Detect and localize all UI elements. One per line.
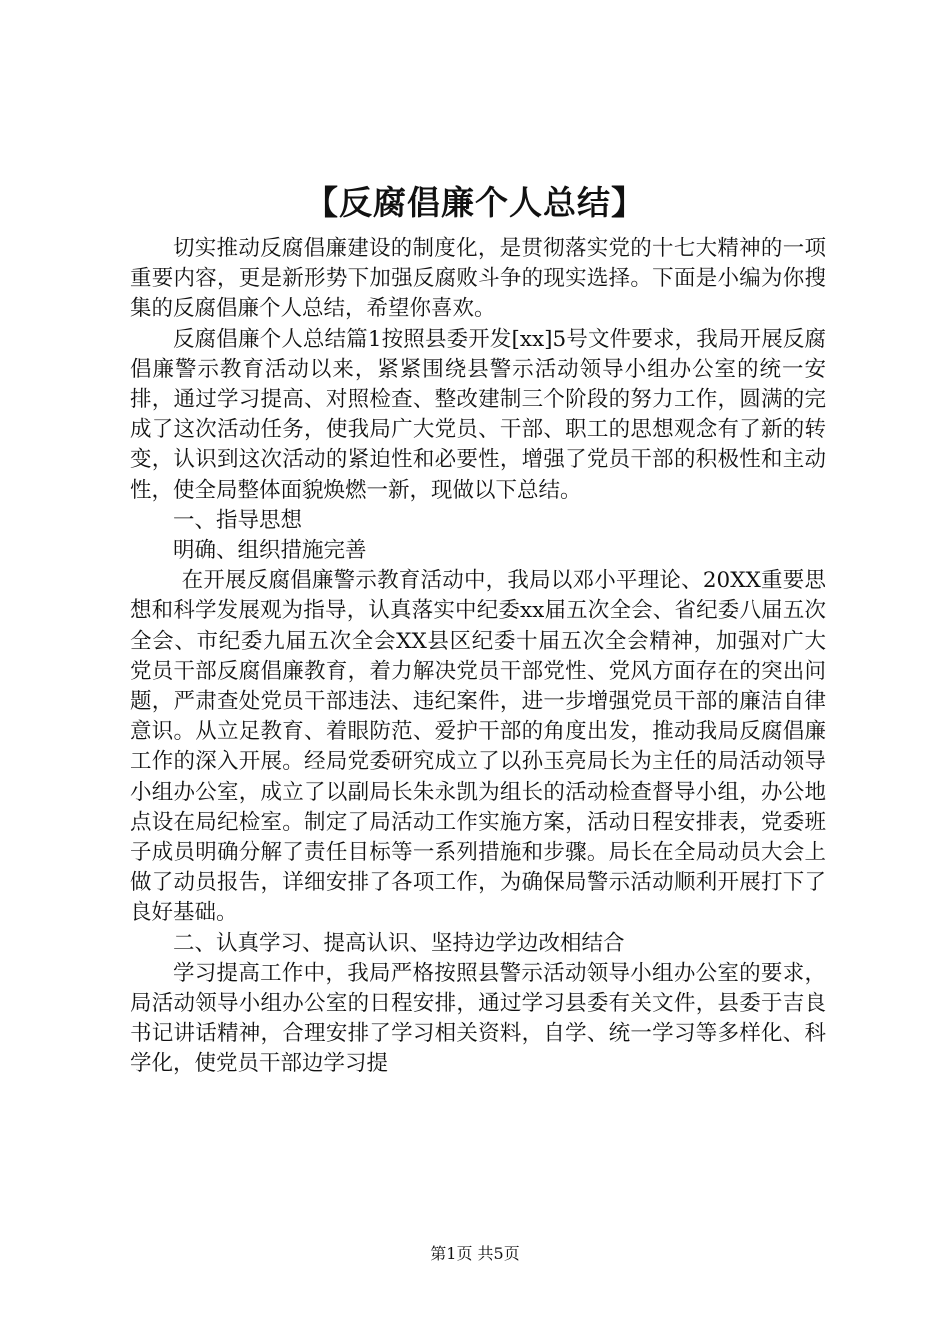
section-heading-study: 二、认真学习、提高认识、坚持边学边改相结合 (173, 930, 625, 956)
paragraph-study-work: 学习提高工作中，我局严格按照县警示活动领导小组办公室的要求，局活动领导小组办公室的日程安排，通过学习县委有关文件，县委于吉良书记讲话精神，合理安排了学习相关资料，自学、统一学习等多样化、科学化，使党员干部边学习提 (130, 960, 826, 1077)
section-heading-guiding-ideology: 一、指导思想 (173, 507, 303, 533)
section-subheading-organization: 明确、组织措施完善 (173, 538, 367, 564)
document-body (130, 234, 826, 1080)
document-title: 【反腐倡廉个人总结】 (305, 183, 645, 222)
paragraph-education-activity: 在开展反腐倡廉警示教育活动中，我局以邓小平理论、20XX重要思想和科学发展观为指导，认真落实中纪委xx届五次全会、省纪委八届五次全会、市纪委九届五次全会XX县区纪委十届五次全会精神，加强对广大党员干部反腐倡廉教育，着力解决党员干部党性、党风方面存在的突出问题，严肃查处党员干部违法、违纪案件，进一步增强党员干部的廉洁自律意识。从立足教育、着眼防范、爱护干部的角度出发，推动我局反腐倡廉工作的深入开展。经局党委研究成立了以孙玉亮局长为主任的局活动领导小组办公室，成立了以副局长朱永凯为组长的活动检查督导小组，办公地点设在局纪检室。制定了局活动工作实施方案，活动日程安排表，党委班子成员明确分解了责任目标等一系列措施和步骤。局长在全局动员大会上做了动员报告，详细安排了各项工作，为确保局警示活动顺利开展打下了良好基础。 (130, 568, 826, 926)
paragraph-summary-1: 反腐倡廉个人总结篇1按照县委开发[xx]5号文件要求，我局开展反腐倡廉警示教育活动以来，紧紧围绕县警示活动领导小组办公室的统一安排，通过学习提高、对照检查、整改建制三个阶段的努力工作，圆满的完成了这次活动任务，使我局广大党员、干部、职工的思想观念有了新的转变，认识到这次活动的紧迫性和必要性，增强了党员干部的积极性和主动性，使全局整体面貌焕燃一新，现做以下总结。 (130, 326, 826, 503)
paragraph-intro: 切实推动反腐倡廉建设的制度化，是贯彻落实党的十七大精神的一项重要内容，更是新形势下加强反腐败斗争的现实选择。下面是小编为你搜集的反腐倡廉个人总结，希望你喜欢。 (130, 236, 826, 322)
page-number-footer: 第1页 共5页 (430, 1244, 520, 1263)
